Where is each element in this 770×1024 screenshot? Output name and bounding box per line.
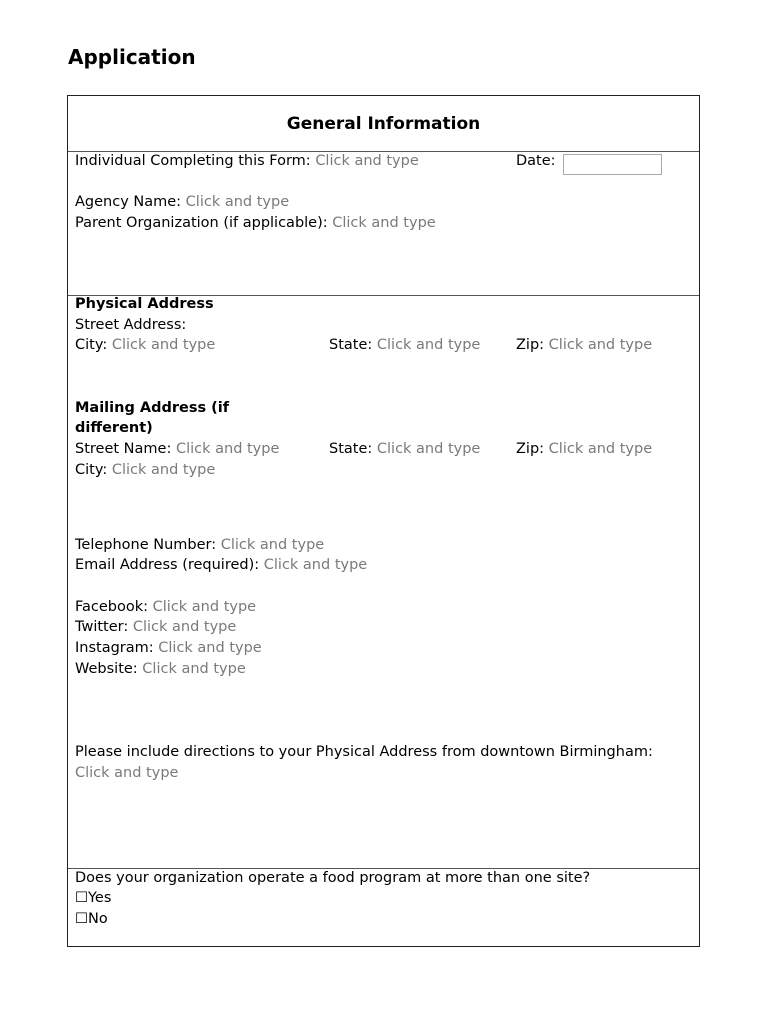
- date-field[interactable]: [563, 154, 662, 175]
- mailing-state-field[interactable]: [329, 439, 480, 459]
- physical-city-label: City:: [75, 337, 108, 353]
- no-label: No: [88, 911, 108, 927]
- page-title: Application: [68, 45, 196, 69]
- twitter-input[interactable]: Click and type: [132, 619, 237, 635]
- multiple-sites-question: Does your organization operate a food program at more than one site?: [75, 870, 591, 886]
- website-label: Website:: [75, 661, 138, 677]
- website-input[interactable]: Click and type: [142, 661, 246, 677]
- mailing-street-input[interactable]: Click and type: [175, 441, 280, 457]
- physical-city-field[interactable]: [75, 335, 215, 355]
- individual-label: Individual Completing this Form:: [75, 153, 311, 169]
- option-no[interactable]: [75, 909, 108, 929]
- physical-city-input[interactable]: Click and type: [111, 337, 216, 353]
- parent-org-input[interactable]: Click and type: [332, 215, 436, 231]
- telephone-label: Telephone Number:: [75, 537, 217, 553]
- email-input[interactable]: Click and type: [263, 557, 368, 573]
- facebook-label: Facebook:: [75, 599, 149, 615]
- mailing-address-heading-line2: different): [75, 420, 153, 436]
- individual-input[interactable]: Click and type: [315, 153, 419, 169]
- facebook-input[interactable]: Click and type: [152, 599, 257, 615]
- physical-zip-field[interactable]: [516, 335, 652, 355]
- physical-zip-input[interactable]: Click and type: [548, 337, 653, 353]
- mailing-zip-field[interactable]: [516, 439, 652, 459]
- no-checkbox[interactable]: ☐: [75, 911, 88, 927]
- physical-state-input[interactable]: Click and type: [376, 337, 481, 353]
- parent-org-field[interactable]: [75, 213, 436, 233]
- agency-label: Agency Name:: [75, 194, 182, 210]
- individual-field[interactable]: [75, 151, 419, 171]
- mailing-street-label: Street Name:: [75, 441, 172, 457]
- directions-label: Please include directions to your Physical Address from downtown Birmingham:: [75, 744, 653, 760]
- mailing-street-field[interactable]: [75, 439, 279, 459]
- mailing-zip-input[interactable]: Click and type: [548, 441, 653, 457]
- telephone-input[interactable]: Click and type: [220, 537, 325, 553]
- option-yes[interactable]: [75, 888, 111, 908]
- twitter-label: Twitter:: [75, 619, 129, 635]
- mailing-city-input[interactable]: Click and type: [111, 462, 216, 478]
- parent-org-label: Parent Organization (if applicable):: [75, 215, 328, 231]
- physical-state-label: State:: [329, 337, 373, 353]
- physical-address-heading: Physical Address: [75, 296, 214, 312]
- instagram-label: Instagram:: [75, 640, 154, 656]
- mailing-zip-label: Zip:: [516, 441, 545, 457]
- mailing-state-input[interactable]: Click and type: [376, 441, 481, 457]
- facebook-field[interactable]: [75, 597, 256, 617]
- instagram-field[interactable]: [75, 638, 262, 658]
- mailing-city-label: City:: [75, 462, 108, 478]
- physical-street-label: Street Address:: [75, 317, 187, 333]
- agency-input[interactable]: Click and type: [185, 194, 290, 210]
- website-field[interactable]: [75, 659, 246, 679]
- instagram-input[interactable]: Click and type: [158, 640, 262, 656]
- agency-field[interactable]: [75, 192, 289, 212]
- physical-zip-label: Zip:: [516, 337, 545, 353]
- yes-label: Yes: [88, 890, 112, 906]
- mailing-city-field[interactable]: [75, 460, 215, 480]
- date-label: Date:: [516, 153, 556, 169]
- yes-checkbox[interactable]: ☐: [75, 890, 88, 906]
- section-header: General Information: [286, 114, 481, 134]
- email-field[interactable]: [75, 555, 367, 575]
- general-information-form: [67, 95, 700, 947]
- directions-input[interactable]: Click and type: [75, 765, 179, 781]
- mailing-state-label: State:: [329, 441, 373, 457]
- twitter-field[interactable]: [75, 617, 236, 637]
- mailing-address-heading-line1: Mailing Address (if: [75, 400, 230, 416]
- physical-street-field[interactable]: [75, 315, 186, 335]
- physical-state-field[interactable]: [329, 335, 480, 355]
- telephone-field[interactable]: [75, 535, 324, 555]
- email-label: Email Address (required):: [75, 557, 260, 573]
